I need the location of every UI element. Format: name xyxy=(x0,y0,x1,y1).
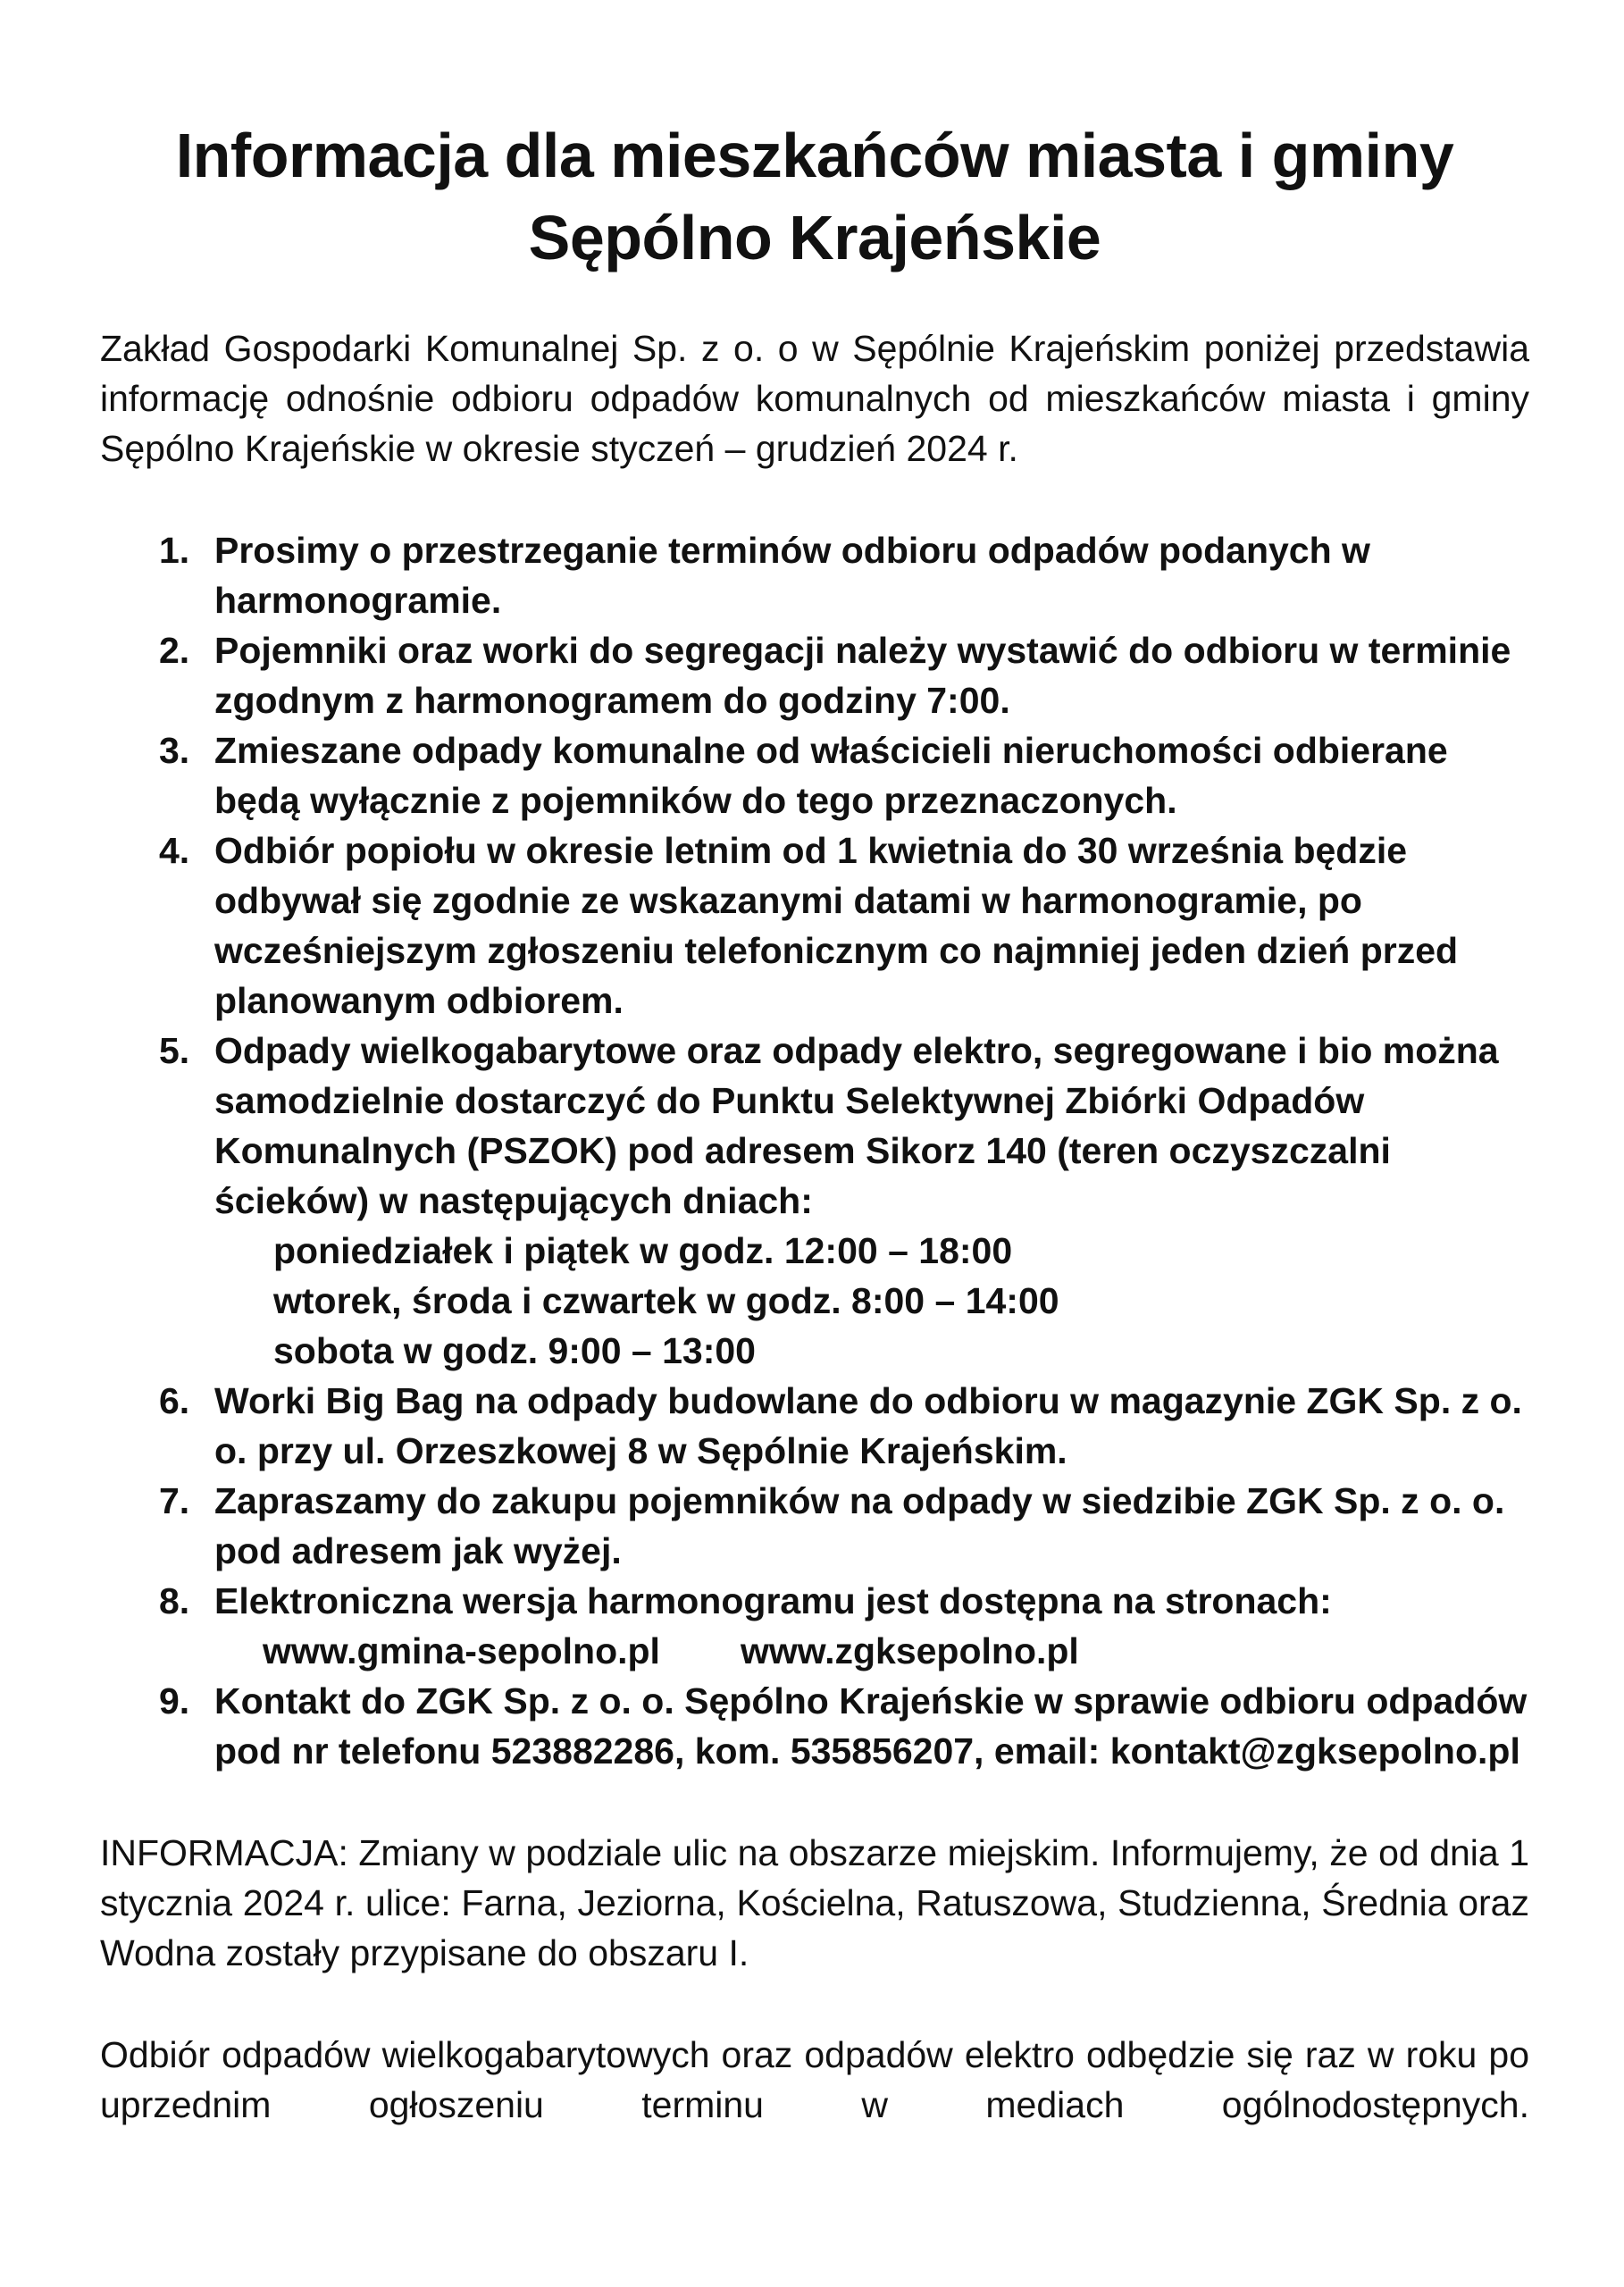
rule-item-9 xyxy=(100,1676,1529,1776)
rule-item-6 xyxy=(100,1376,1529,1476)
zgk-website-link[interactable]: www.zgksepolno.pl xyxy=(740,1630,1079,1671)
document-title xyxy=(100,114,1529,279)
website-links xyxy=(214,1626,1529,1676)
rule-number: 4. xyxy=(159,830,190,871)
rule-number: 3. xyxy=(159,730,190,771)
gmina-website-link[interactable]: www.gmina-sepolno.pl xyxy=(263,1630,660,1671)
rule-item-2 xyxy=(100,625,1529,725)
rule-item-5 xyxy=(100,1026,1529,1376)
document-page xyxy=(100,114,1529,2166)
pszok-hours-line: sobota w godz. 9:00 – 13:00 xyxy=(273,1330,756,1371)
rule-text: Kontakt do ZGK Sp. z o. o. Sępólno Krajeńskie w sprawie odbioru odpadów pod nr telefonu 523882286, kom. 535856207, email: kontakt@zgksepolno.pl xyxy=(214,1680,1528,1772)
rule-text: Pojemniki oraz worki do segregacji należy wystawić do odbioru w terminie zgodnym z harmonogramem do godziny 7:00. xyxy=(214,630,1511,721)
title-line-2: Sępólno Krajeńskie xyxy=(528,203,1101,272)
rule-number: 1. xyxy=(159,530,190,571)
rule-text: Odpady wielkogabarytowe oraz odpady elektro, segregowane i bio można samodzielnie dostarczyć do Punktu Selektywnej Zbiórki Odpadów Komunalnych (PSZOK) pod adresem Sikorz 140 (teren oczyszczalni ścieków) w następujących dniach: xyxy=(214,1030,1499,1221)
rule-number: 2. xyxy=(159,630,190,671)
pszok-hours-line: wtorek, środa i czwartek w godz. 8:00 – 14:00 xyxy=(273,1280,1059,1321)
notice-paragraph: INFORMACJA: Zmiany w podziale ulic na obszarze miejskim. Informujemy, że od dnia 1 stycznia 2024 r. ulice: Farna, Jeziorna, Kościelna, Ratuszowa, Studzienna, Średnia oraz Wodna zostały przypisane do obszaru I. xyxy=(100,1832,1529,1973)
rule-number: 6. xyxy=(159,1380,190,1421)
title-line-1: Informacja dla mieszkańców miasta i gminy xyxy=(175,121,1454,190)
rule-item-7 xyxy=(100,1476,1529,1576)
rule-item-1 xyxy=(100,525,1529,625)
rule-text: Zmieszane odpady komunalne od właścicieli nieruchomości odbierane będą wyłącznie z pojemników do tego przeznaczonych. xyxy=(214,730,1448,821)
rule-item-4 xyxy=(100,825,1529,1026)
rule-number: 8. xyxy=(159,1580,190,1621)
intro-paragraph: Zakład Gospodarki Komunalnej Sp. z o. o w Sępólnie Krajeńskim poniżej przedstawia informację odnośnie odbioru odpadów komunalnych od mieszkańców miasta i gminy Sępólno Krajeńskie w okresie styczeń – grudzień 2024 r. xyxy=(100,328,1529,469)
rule-text: Elektroniczna wersja harmonogramu jest dostępna na stronach: xyxy=(214,1580,1332,1621)
rule-item-8 xyxy=(100,1576,1529,1676)
rule-text: Odbiór popiołu w okresie letnim od 1 kwietnia do 30 września będzie odbywał się zgodnie ze wskazanymi datami w harmonogramie, po wcześniejszym zgłoszeniu telefonicznym co najmniej jeden dzień przed planowanym odbiorem. xyxy=(214,830,1459,1021)
rules-list xyxy=(100,525,1529,1776)
rule-text: Worki Big Bag na odpady budowlane do odbioru w magazynie ZGK Sp. z o. o. przy ul. Orzeszkowej 8 w Sępólnie Krajeńskim. xyxy=(214,1380,1522,1471)
rule-text: Zapraszamy do zakupu pojemników na odpady w siedzibie ZGK Sp. z o. o. pod adresem jak wyżej. xyxy=(214,1480,1505,1571)
rule-number: 7. xyxy=(159,1480,190,1521)
rule-item-3 xyxy=(100,725,1529,825)
pszok-hours-line: poniedziałek i piątek w godz. 12:00 – 18:00 xyxy=(273,1230,1013,1271)
rule-text: Prosimy o przestrzeganie terminów odbioru odpadów podanych w harmonogramie. xyxy=(214,530,1370,621)
rule-number: 5. xyxy=(159,1030,190,1071)
rule-number: 9. xyxy=(159,1680,190,1722)
closing-paragraph: Odbiór odpadów wielkogabarytowych oraz odpadów elektro odbędzie się raz w roku po uprzednim ogłoszeniu terminu w mediach ogólnodostępnych. xyxy=(100,2034,1529,2125)
